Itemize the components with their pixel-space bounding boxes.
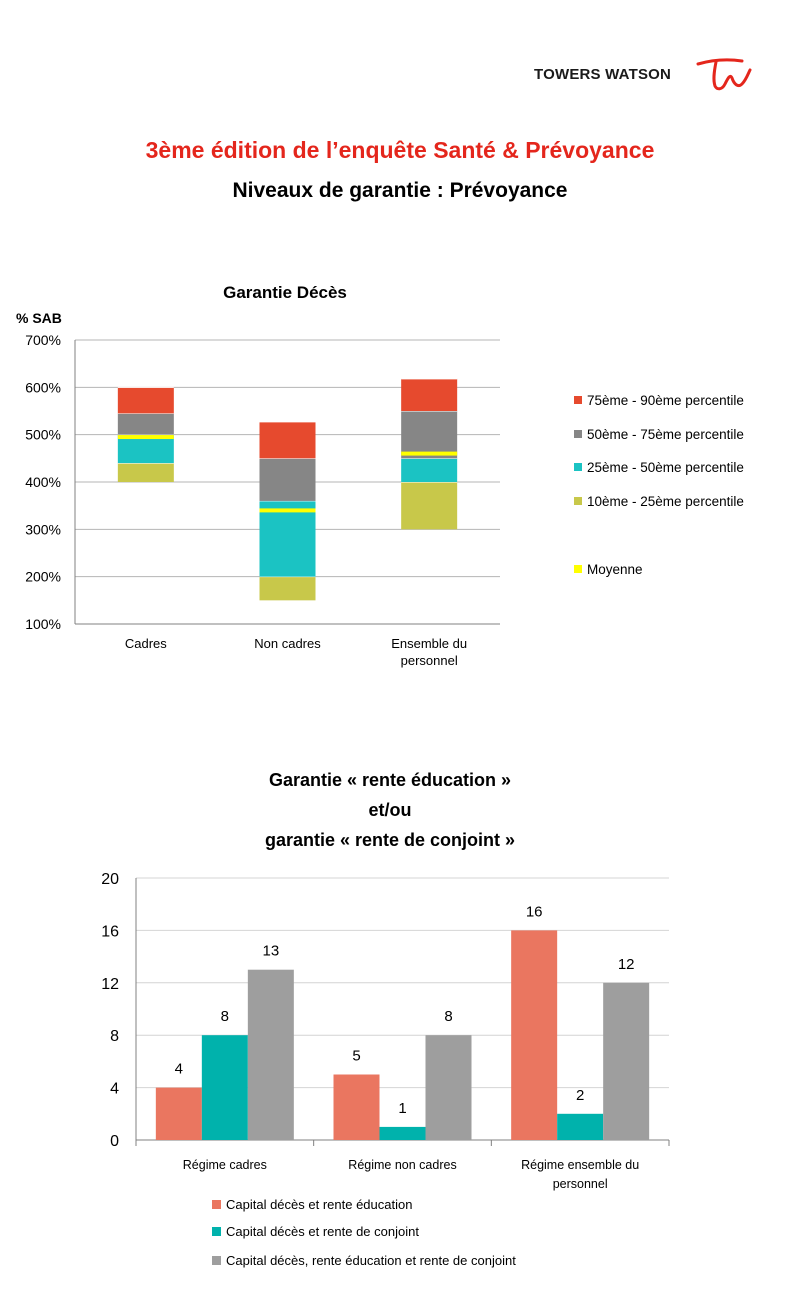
logo-text: TOWERS WATSON — [534, 66, 672, 83]
y-tick-label: 12 — [101, 975, 119, 993]
bar — [426, 1035, 472, 1140]
bar — [603, 983, 649, 1140]
y-tick-label: 400% — [25, 474, 61, 490]
moyenne-marker — [118, 435, 174, 439]
moyenne-marker — [401, 452, 457, 456]
bar — [156, 1088, 202, 1140]
chart-title-line: Garantie « rente éducation » — [268, 770, 512, 790]
data-label: 12 — [617, 955, 635, 973]
legend-swatch — [574, 396, 582, 404]
legend-swatch — [574, 565, 582, 573]
legend-swatch — [212, 1227, 221, 1236]
bar — [380, 1127, 426, 1140]
x-tick-label: Régime ensemble du — [521, 1158, 640, 1172]
band-segment — [401, 482, 457, 529]
x-tick-label: Cadres — [124, 636, 167, 651]
page-title: 3ème édition de l’enquête Santé & Prévoyance — [145, 137, 655, 163]
band-segment — [260, 458, 316, 501]
x-tick-label: personnel — [400, 653, 458, 668]
bar — [557, 1114, 603, 1140]
y-axis-label: % SAB — [16, 310, 62, 326]
band-segment — [118, 387, 174, 413]
legend-label: 50ème - 75ème percentile — [587, 427, 744, 442]
band-segment — [401, 411, 457, 458]
y-tick-label: 4 — [110, 1080, 119, 1098]
y-tick-label: 200% — [25, 568, 61, 585]
chart-title-line: et/ou — [368, 800, 412, 820]
band-segment — [118, 413, 174, 434]
y-tick-label: 20 — [101, 871, 119, 888]
data-label: 2 — [575, 1086, 585, 1104]
y-tick-label: 16 — [101, 923, 119, 941]
data-label: 16 — [525, 903, 543, 921]
garantie-deces-chart — [0, 270, 800, 720]
x-tick-label: personnel — [552, 1177, 608, 1191]
bar — [511, 930, 557, 1140]
x-tick-label: Non cadres — [254, 636, 321, 651]
band-segment — [118, 463, 174, 482]
page-subtitle: Niveaux de garantie : Prévoyance — [232, 179, 568, 202]
data-label: 4 — [174, 1060, 184, 1078]
y-tick-label: 8 — [110, 1028, 119, 1046]
legend-swatch — [212, 1256, 221, 1265]
chart-title-line: garantie « rente de conjoint » — [264, 830, 516, 850]
band-segment — [401, 458, 457, 482]
legend-label: Moyenne — [587, 562, 643, 577]
x-tick-label: Régime cadres — [182, 1158, 267, 1172]
legend-swatch — [212, 1200, 221, 1209]
y-tick-label: 300% — [25, 521, 61, 538]
y-tick-label: 600% — [25, 379, 61, 396]
chart-title: Garantie Décès — [223, 283, 347, 302]
legend-label: Capital décès et rente éducation — [226, 1197, 413, 1212]
legend-label: 25ème - 50ème percentile — [587, 460, 744, 475]
data-label: 13 — [262, 942, 280, 960]
towers-watson-mark-icon — [694, 56, 774, 96]
data-label: 5 — [352, 1047, 361, 1065]
data-label: 1 — [398, 1099, 407, 1117]
band-segment — [401, 379, 457, 411]
bar — [334, 1075, 380, 1141]
moyenne-marker — [260, 508, 316, 512]
data-label: 8 — [220, 1008, 230, 1026]
towers-watson-logo — [534, 56, 774, 96]
bar — [248, 970, 294, 1140]
legend-label: 75ème - 90ème percentile — [587, 393, 744, 408]
y-tick-label: 700% — [25, 332, 61, 348]
y-tick-label: 0 — [110, 1133, 119, 1150]
legend-label: Capital décès et rente de conjoint — [226, 1224, 419, 1239]
data-label: 8 — [444, 1008, 453, 1026]
rente-chart — [0, 760, 800, 1290]
legend-swatch — [574, 430, 582, 438]
legend-swatch — [574, 497, 582, 505]
band-segment — [260, 422, 316, 458]
y-tick-label: 100% — [25, 616, 61, 632]
bar — [202, 1035, 248, 1140]
legend-swatch — [574, 463, 582, 471]
y-tick-label: 500% — [25, 426, 61, 443]
x-tick-label: Régime non cadres — [348, 1158, 457, 1172]
band-segment — [260, 577, 316, 601]
legend-label: 10ème - 25ème percentile — [587, 494, 744, 509]
x-tick-label: Ensemble du — [391, 636, 468, 651]
legend-label: Capital décès, rente éducation et rente de conjoint — [226, 1253, 516, 1268]
